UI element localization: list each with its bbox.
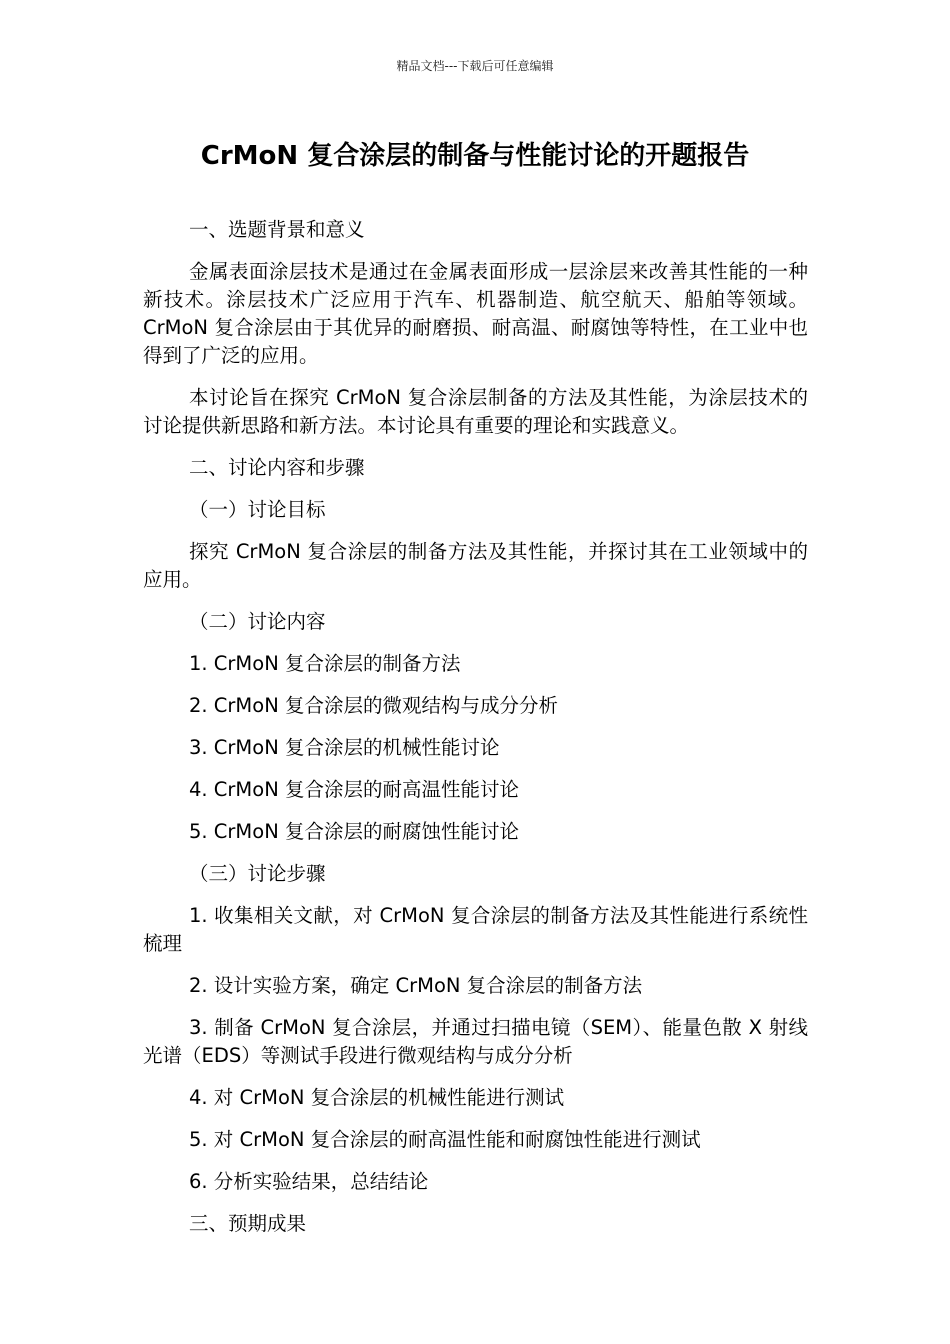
list-item-step-1: 1. 收集相关文献，对 CrMoN 复合涂层的制备方法及其性能进行系统性梳理	[143, 904, 808, 955]
list-item-content-5: 5. CrMoN 复合涂层的耐腐蚀性能讨论	[189, 820, 519, 843]
document-title: CrMoN 复合涂层的制备与性能讨论的开题报告	[200, 141, 750, 171]
document-body	[143, 216, 808, 1252]
paragraph-background-1: 金属表面涂层技术是通过在金属表面形成一层涂层来改善其性能的一种新技术。涂层技术广泛应用于汽车、机器制造、航空航天、船舶等领域。CrMoN 复合涂层由于其优异的耐磨损、耐高温、耐腐蚀等特性，在工业中也得到了广泛的应用。	[143, 260, 808, 367]
list-item-content-1: 1. CrMoN 复合涂层的制备方法	[189, 652, 461, 675]
list-item-step-5: 5. 对 CrMoN 复合涂层的耐高温性能和耐腐蚀性能进行测试	[189, 1128, 701, 1151]
list-item-content-3: 3. CrMoN 复合涂层的机械性能讨论	[189, 736, 500, 759]
subsection-heading-goal: （一）讨论目标	[189, 498, 326, 521]
list-item-step-6: 6. 分析实验结果，总结结论	[189, 1170, 429, 1193]
subsection-heading-steps: （三）讨论步骤	[189, 862, 326, 885]
paragraph-goal: 探究 CrMoN 复合涂层的制备方法及其性能，并探讨其在工业领域中的应用。	[143, 540, 808, 591]
section-heading-content-steps: 二、讨论内容和步骤	[189, 456, 365, 479]
list-item-step-4: 4. 对 CrMoN 复合涂层的机械性能进行测试	[189, 1086, 565, 1109]
section-heading-expected-results: 三、预期成果	[189, 1212, 307, 1235]
list-item-step-2: 2. 设计实验方案，确定 CrMoN 复合涂层的制备方法	[189, 974, 643, 997]
section-heading-background: 一、选题背景和意义	[189, 218, 365, 241]
list-item-content-2: 2. CrMoN 复合涂层的微观结构与成分分析	[189, 694, 558, 717]
list-item-content-4: 4. CrMoN 复合涂层的耐高温性能讨论	[189, 778, 519, 801]
page-header-note: 精品文档---下载后可任意编辑	[396, 59, 554, 73]
subsection-heading-content: （二）讨论内容	[189, 610, 326, 633]
paragraph-background-2: 本讨论旨在探究 CrMoN 复合涂层制备的方法及其性能，为涂层技术的讨论提供新思路和新方法。本讨论具有重要的理论和实践意义。	[143, 386, 808, 437]
list-item-step-3: 3. 制备 CrMoN 复合涂层，并通过扫描电镜（SEM）、能量色散 X 射线光谱（EDS）等测试手段进行微观结构与成分分析	[143, 1016, 808, 1067]
